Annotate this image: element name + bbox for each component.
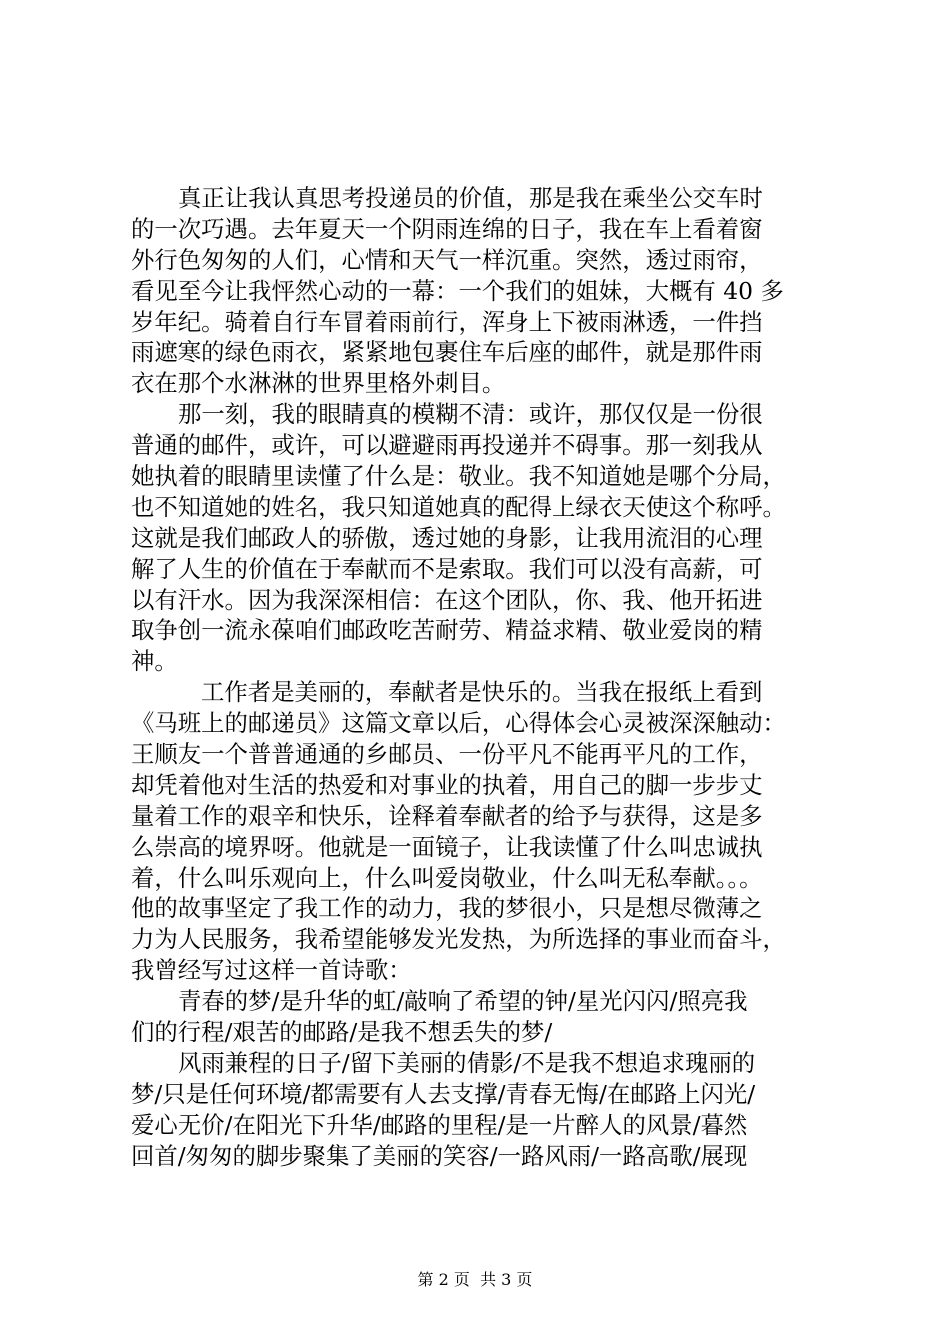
text-line: 着，什么叫乐观向上，什么叫爱岗敬业，什么叫无私奉献。。。 (131, 863, 763, 892)
page-number-footer: 第 2 页 共 3 页 (417, 1270, 533, 1289)
text-line: 他的故事坚定了我工作的动力，我的梦很小，只是想尽微薄之 (131, 894, 763, 923)
text-line: 量着工作的艰辛和快乐，诠释着奉献者的给予与获得，这是多 (131, 801, 763, 830)
text-line: 也不知道她的姓名，我只知道她真的配得上绿衣天使这个称呼。 (131, 492, 786, 521)
text-line: 我曾经写过这样一首诗歌： (131, 956, 412, 985)
text-line: 外行色匆匆的人们，心情和天气一样沉重。突然，透过雨帘， (131, 245, 763, 274)
text-line: 们的行程/艰苦的邮路/是我不想丢失的梦/ (131, 1018, 553, 1047)
text-line: 她执着的眼睛里读懂了什么是：敬业。我不知道她是哪个分局， (131, 462, 786, 491)
text-line: 雨遮寒的绿色雨衣，紧紧地包裹住车后座的邮件，就是那件雨 (131, 338, 763, 367)
text-line: 力为人民服务，我希望能够发光发热，为所选择的事业而奋斗， (131, 925, 786, 954)
text-line: 的一次巧遇。去年夏天一个阴雨连绵的日子，我在车上看着窗 (131, 214, 763, 243)
text-line: 看见至今让我怦然心动的一幕：一个我们的姐妹，大概有 40 多 (131, 276, 784, 305)
text-line: 王顺友一个普普通通的乡邮员、一份平凡不能再平凡的工作， (131, 740, 763, 769)
text-line: 普通的邮件，或许，可以避避雨再投递并不碍事。那一刻我从 (131, 431, 763, 460)
text-line: 《马班上的邮递员》这篇文章以后，心得体会心灵被深深触动： (131, 709, 786, 738)
document-body (131, 183, 836, 1203)
text-line: 却凭着他对生活的热爱和对事业的执着，用自己的脚一步步丈 (131, 770, 763, 799)
text-line: 这就是我们邮政人的骄傲，透过她的身影，让我用流泪的心理 (131, 523, 763, 552)
text-line: 爱心无价/在阳光下升华/邮路的里程/是一片醉人的风景/暮然 (131, 1110, 748, 1139)
text-line: 么崇高的境界呀。他就是一面镜子，让我读懂了什么叫忠诚执 (131, 832, 763, 861)
text-line: 工作者是美丽的，奉献者是快乐的。当我在报纸上看到 (201, 678, 763, 707)
text-line: 风雨兼程的日子/留下美丽的倩影/不是我不想追求瑰丽的 (178, 1048, 756, 1077)
text-line: 衣在那个水淋淋的世界里格外刺目。 (131, 369, 506, 398)
text-line: 那一刻，我的眼睛真的模糊不清：或许，那仅仅是一份很 (178, 400, 763, 429)
text-line: 青春的梦/是升华的虹/敲响了希望的钟/星光闪闪/照亮我 (178, 987, 748, 1016)
text-line: 岁年纪。骑着自行车冒着雨前行，浑身上下被雨淋透，一件挡 (131, 307, 763, 336)
text-line: 取争创一流永葆咱们邮政吃苦耐劳、精益求精、敬业爱岗的精 (131, 616, 763, 645)
text-line: 真正让我认真思考投递员的价值，那是我在乘坐公交车时 (178, 184, 763, 212)
text-line: 解了人生的价值在于奉献而不是索取。我们可以没有高薪，可 (131, 554, 763, 583)
text-line: 神。 (131, 647, 178, 676)
text-line: 梦/只是任何环境/都需要有人去支撑/青春无悔/在邮路上闪光/ (131, 1079, 756, 1108)
text-line: 以有汗水。因为我深深相信：在这个团队，你、我、他开拓进 (131, 585, 763, 614)
text-line: 回首/匆匆的脚步聚集了美丽的笑容/一路风雨/一路高歌/展现 (131, 1141, 748, 1170)
